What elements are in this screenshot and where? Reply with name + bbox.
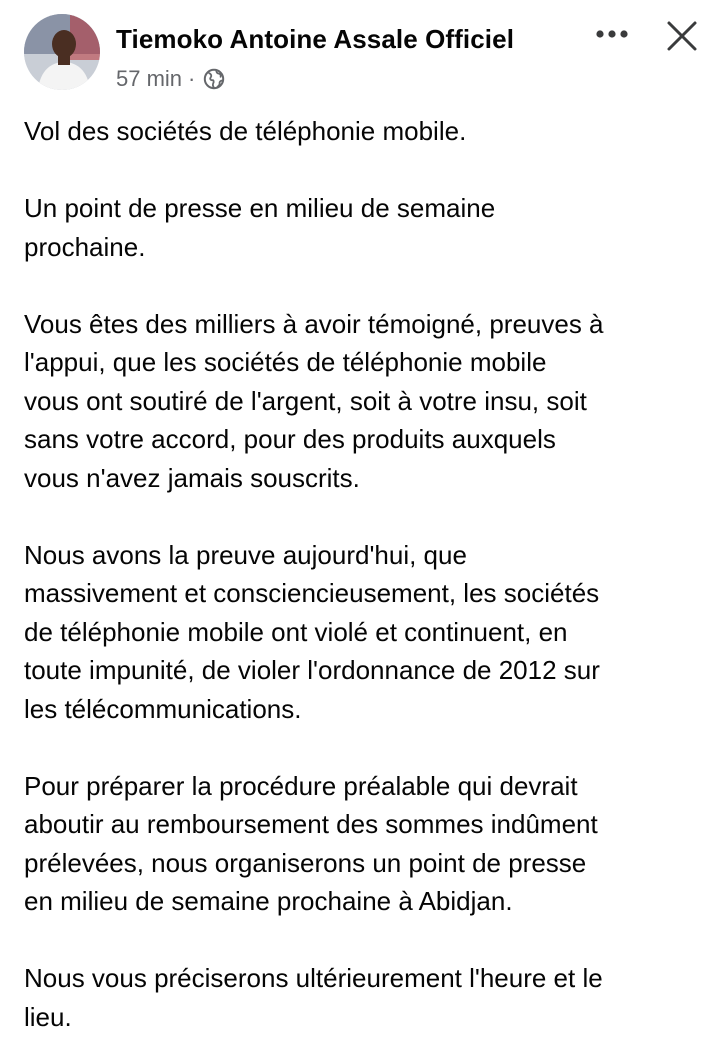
post-paragraph: Pour préparer la procédure préalable qui devrait aboutir au remboursement des sommes indûment prélevées, nous organiserons un point de presse en milieu de semaine prochaine à Abidjan. [24,770,598,916]
post-paragraph: Nous avons la preuve aujourd'hui, que massivement et consciencieusement, les sociétés de téléphonie mobile ont violé et continuent, en toute impunité, de violer l'ordonnance de 2012 sur les télécommunications. [24,539,600,724]
author-name[interactable]: Tiemoko Antoine Assale Officiel [116,24,515,54]
more-options-button[interactable] [590,22,634,46]
post-header [0,0,720,100]
post-paragraph: Un point de presse en milieu de semaine prochaine. [24,193,496,262]
avatar[interactable] [24,14,100,90]
post-paragraph: Nous vous préciserons ultérieurement l'heure et le lieu. [24,963,603,1032]
meta-separator: · [188,66,196,91]
close-icon [666,20,698,52]
post-text [24,112,704,1036]
close-button[interactable] [660,14,704,58]
post-paragraph: Vous êtes des milliers à avoir témoigné, preuves à l'appui, que les sociétés de téléphonie mobile vous ont soutiré de l'argent, soit à votre insu, soit sans votre accord, pour des produits auxquels vous n'avez jamais souscrits. [24,308,604,493]
post-meta [116,66,225,92]
post-paragraph: Vol des sociétés de téléphonie mobile. [24,116,467,146]
post-time[interactable]: 57 min [116,66,183,91]
avatar-photo [24,14,100,90]
globe-icon [203,68,225,90]
more-horizontal-icon [595,29,629,39]
